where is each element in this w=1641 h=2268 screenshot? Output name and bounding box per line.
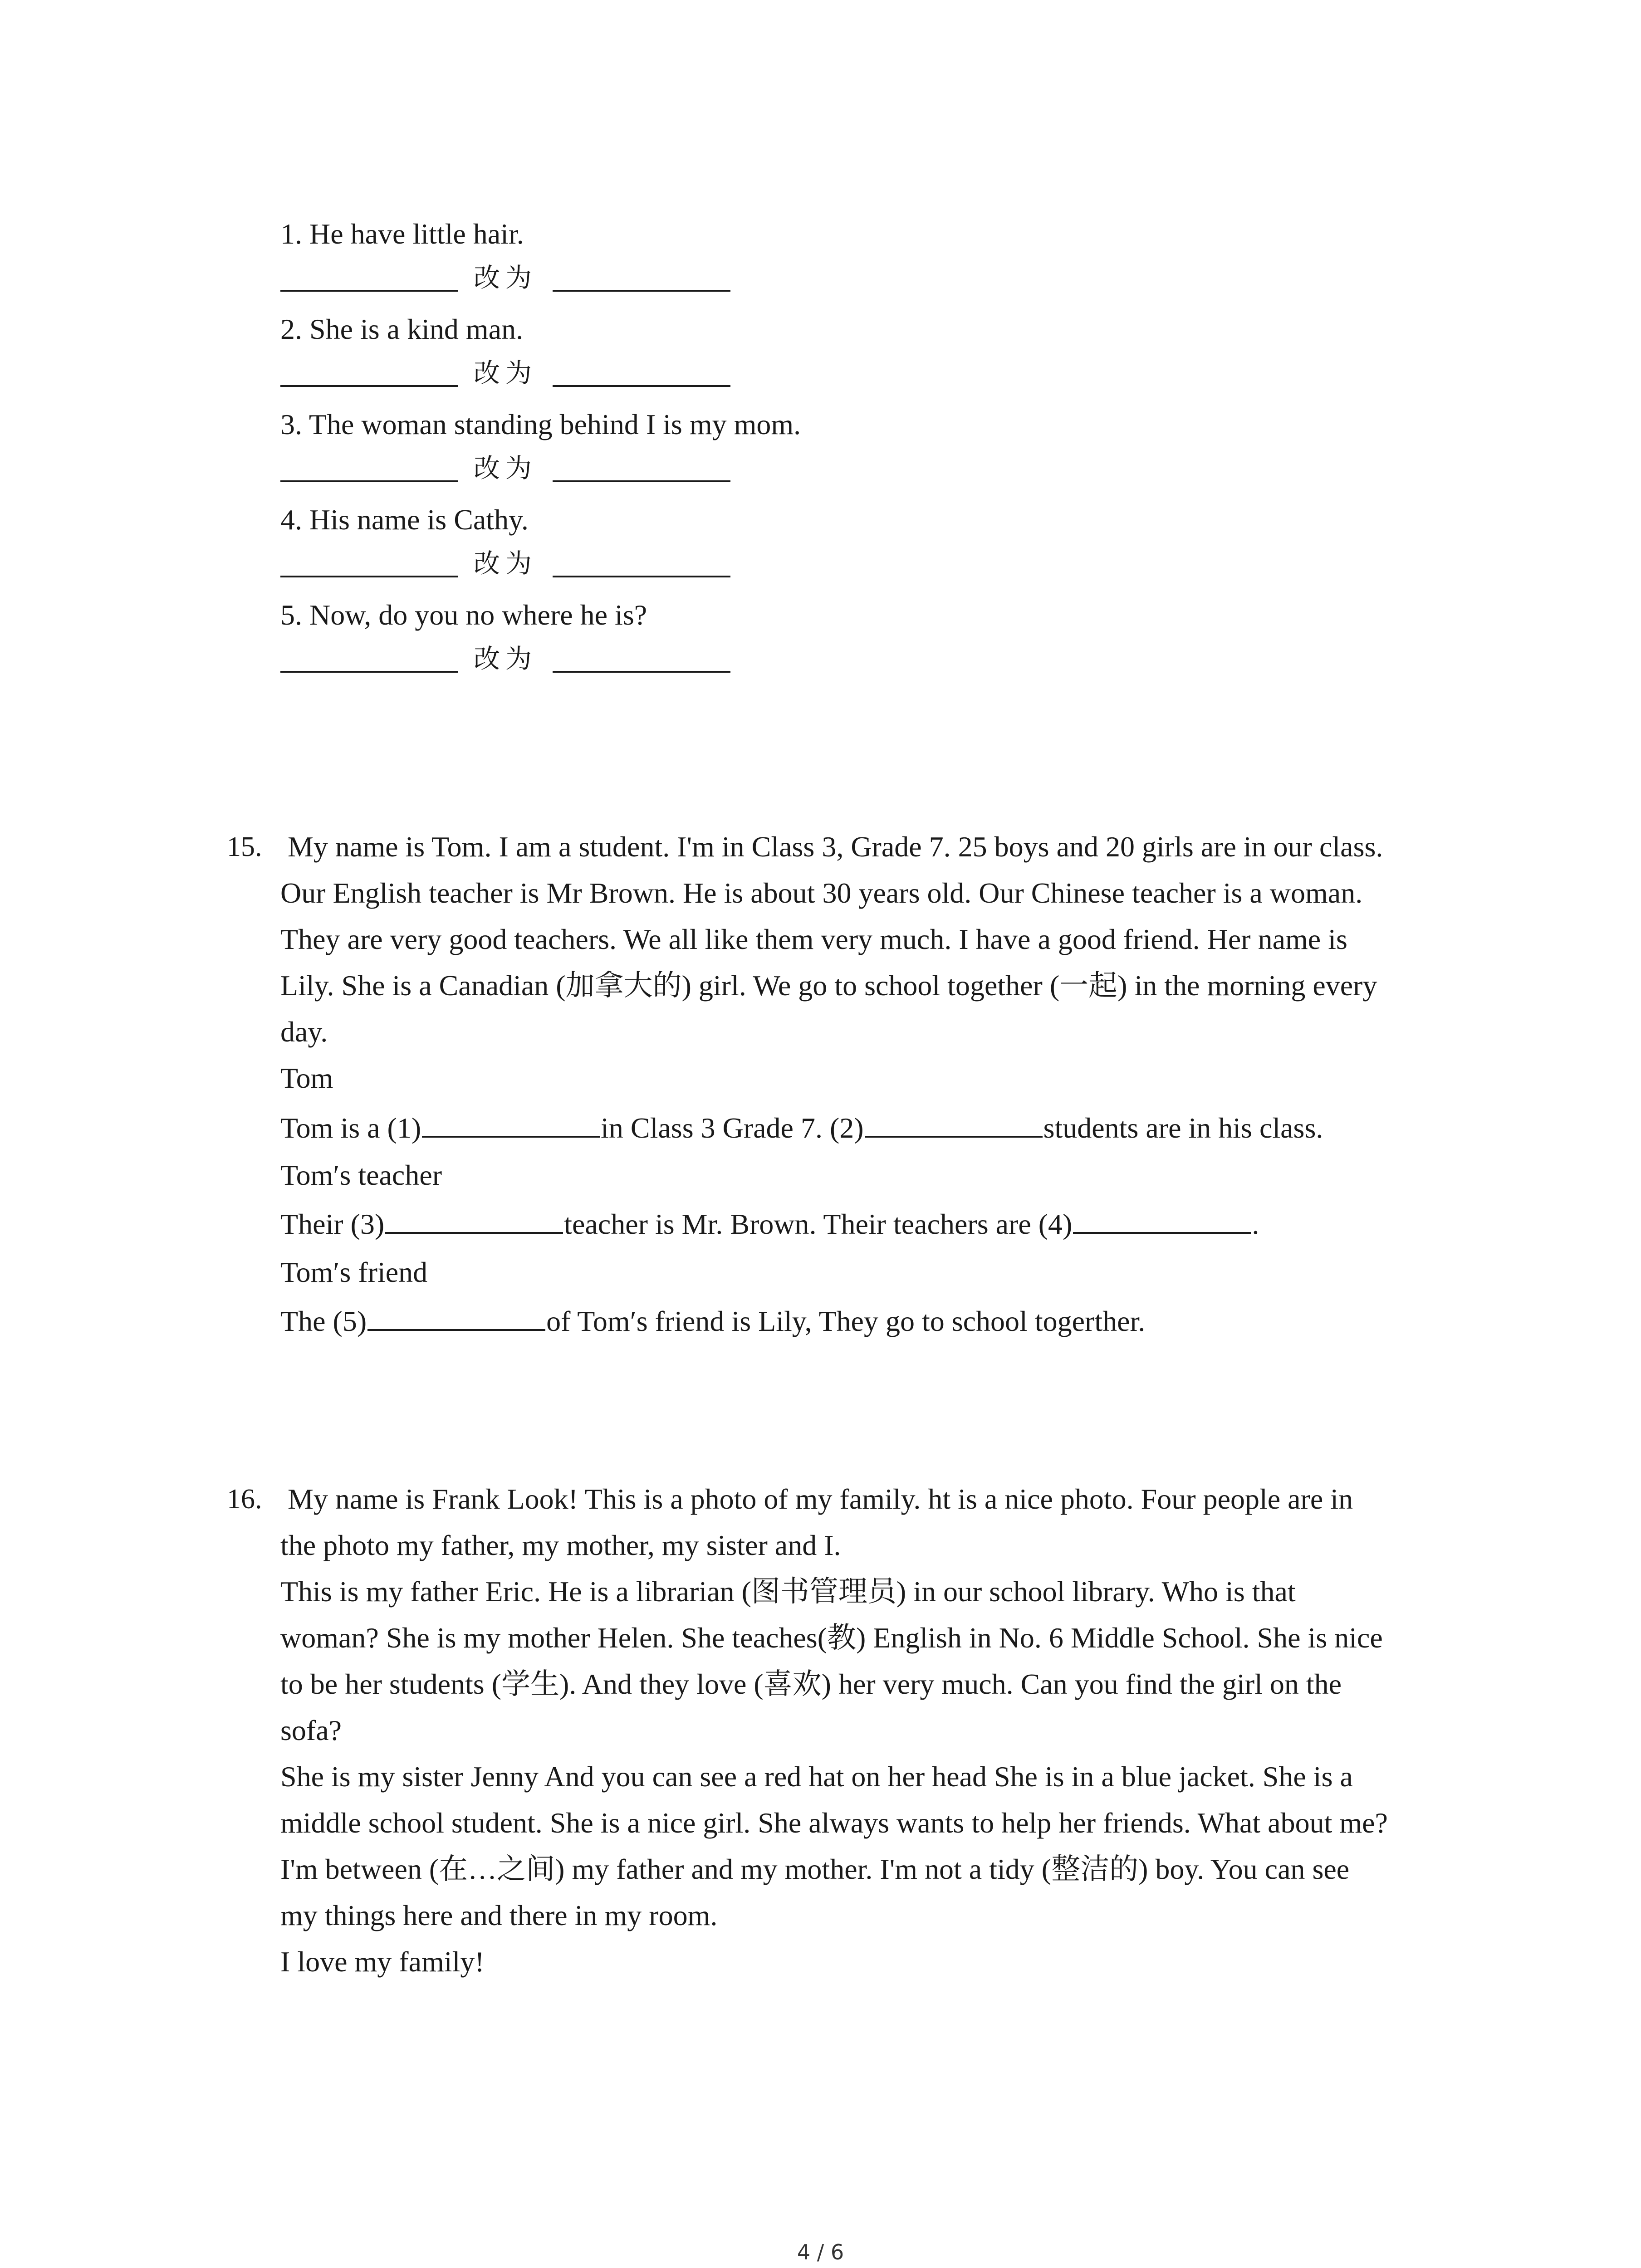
change-to-marker: 改为 bbox=[474, 357, 538, 388]
answer-blank[interactable] bbox=[553, 261, 730, 292]
correction-answer-row-1 bbox=[280, 256, 730, 302]
answer-blank-4[interactable] bbox=[1073, 1203, 1251, 1234]
fill-in-line-2 bbox=[280, 1199, 1259, 1249]
change-to-marker: 改为 bbox=[474, 262, 538, 293]
page-number: 4 / 6 bbox=[797, 2240, 844, 2264]
passage-line: They are very good teachers. We all like them very much. I have a good friend. Her name is bbox=[280, 923, 1347, 955]
fill-text: Tom is a (1) bbox=[280, 1112, 421, 1144]
passage-line: my things here and there in my room. bbox=[280, 1899, 718, 1931]
passage-line: Our English teacher is Mr Brown. He is about 30 years old. Our Chinese teacher is a woman. bbox=[280, 877, 1363, 909]
passage-line: Lily. She is a Canadian (加拿大的) girl. We go to school together (一起) in the morning every bbox=[280, 969, 1377, 1002]
answer-blank[interactable] bbox=[553, 356, 730, 387]
correction-answer-row-2 bbox=[280, 352, 730, 397]
fill-text: Their (3) bbox=[280, 1208, 385, 1240]
correction-answer-row-3 bbox=[280, 447, 730, 492]
answer-blank[interactable] bbox=[280, 356, 458, 387]
question-number: 16. bbox=[227, 1484, 262, 1515]
fill-text: of Tom′s friend is Lily, They go to school togerther. bbox=[546, 1305, 1146, 1337]
correction-item-2: 2. She is a kind man. bbox=[280, 313, 524, 345]
fill-text: The (5) bbox=[280, 1305, 367, 1337]
passage-line: sofa? bbox=[280, 1714, 342, 1746]
fill-text: in Class 3 Grade 7. (2) bbox=[601, 1112, 864, 1144]
passage-line: to be her students (学生). And they love (喜欢) her very much. Can you find the girl on the bbox=[280, 1668, 1342, 1700]
passage-line: I love my family! bbox=[280, 1945, 485, 1978]
answer-blank-2[interactable] bbox=[865, 1107, 1043, 1138]
answer-blank[interactable] bbox=[553, 451, 730, 482]
section-heading-friend: Tom′s friend bbox=[280, 1256, 428, 1288]
passage-line: the photo my father, my mother, my sister and I. bbox=[280, 1529, 841, 1561]
fill-text: students are in his class. bbox=[1043, 1112, 1323, 1144]
answer-blank[interactable] bbox=[280, 451, 458, 482]
correction-item-1: 1. He have little hair. bbox=[280, 218, 524, 250]
change-to-marker: 改为 bbox=[474, 453, 538, 484]
passage-line: My name is Frank Look! This is a photo of my family. ht is a nice photo. Four people are in bbox=[288, 1483, 1353, 1515]
fill-text: . bbox=[1252, 1208, 1259, 1240]
answer-blank-3[interactable] bbox=[385, 1203, 563, 1234]
fill-text: teacher is Mr. Brown. Their teachers are (4) bbox=[564, 1208, 1073, 1240]
answer-blank[interactable] bbox=[553, 642, 730, 673]
section-heading-teacher: Tom′s teacher bbox=[280, 1159, 442, 1191]
passage-line: middle school student. She is a nice girl. She always wants to help her friends. What about me? bbox=[280, 1807, 1388, 1839]
passage-line: My name is Tom. I am a student. I'm in Class 3, Grade 7. 25 boys and 20 girls are in our class. bbox=[288, 831, 1383, 863]
answer-blank[interactable] bbox=[280, 642, 458, 673]
correction-answer-row-5 bbox=[280, 637, 730, 683]
correction-item-3: 3. The woman standing behind I is my mom. bbox=[280, 408, 801, 440]
answer-blank-5[interactable] bbox=[367, 1300, 545, 1331]
change-to-marker: 改为 bbox=[474, 643, 538, 674]
correction-answer-row-4 bbox=[280, 542, 730, 587]
fill-in-line-3 bbox=[280, 1296, 1145, 1346]
correction-item-4: 4. His name is Cathy. bbox=[280, 503, 529, 536]
fill-in-line-1 bbox=[280, 1103, 1323, 1153]
correction-item-5: 5. Now, do you no where he is? bbox=[280, 599, 647, 631]
reading-passage bbox=[280, 1476, 1469, 1985]
answer-blank[interactable] bbox=[280, 261, 458, 292]
section-heading-tom: Tom bbox=[280, 1062, 333, 1094]
passage-line: This is my father Eric. He is a librarian (图书管理员) in our school library. Who is that bbox=[280, 1575, 1296, 1608]
reading-passage bbox=[280, 824, 1469, 1055]
change-to-marker: 改为 bbox=[474, 548, 538, 579]
answer-blank-1[interactable] bbox=[422, 1107, 600, 1138]
passage-line: I'm between (在…之间) my father and my mother. I'm not a tidy (整洁的) boy. You can see bbox=[280, 1853, 1350, 1885]
answer-blank[interactable] bbox=[553, 547, 730, 577]
passage-line: day. bbox=[280, 1016, 328, 1048]
passage-line: woman? She is my mother Helen. She teaches(教) English in No. 6 Middle School. She is nice bbox=[280, 1622, 1383, 1654]
passage-line: She is my sister Jenny And you can see a red hat on her head She is in a blue jacket. She is a bbox=[280, 1760, 1353, 1793]
answer-blank[interactable] bbox=[280, 547, 458, 577]
question-number: 15. bbox=[227, 831, 262, 862]
